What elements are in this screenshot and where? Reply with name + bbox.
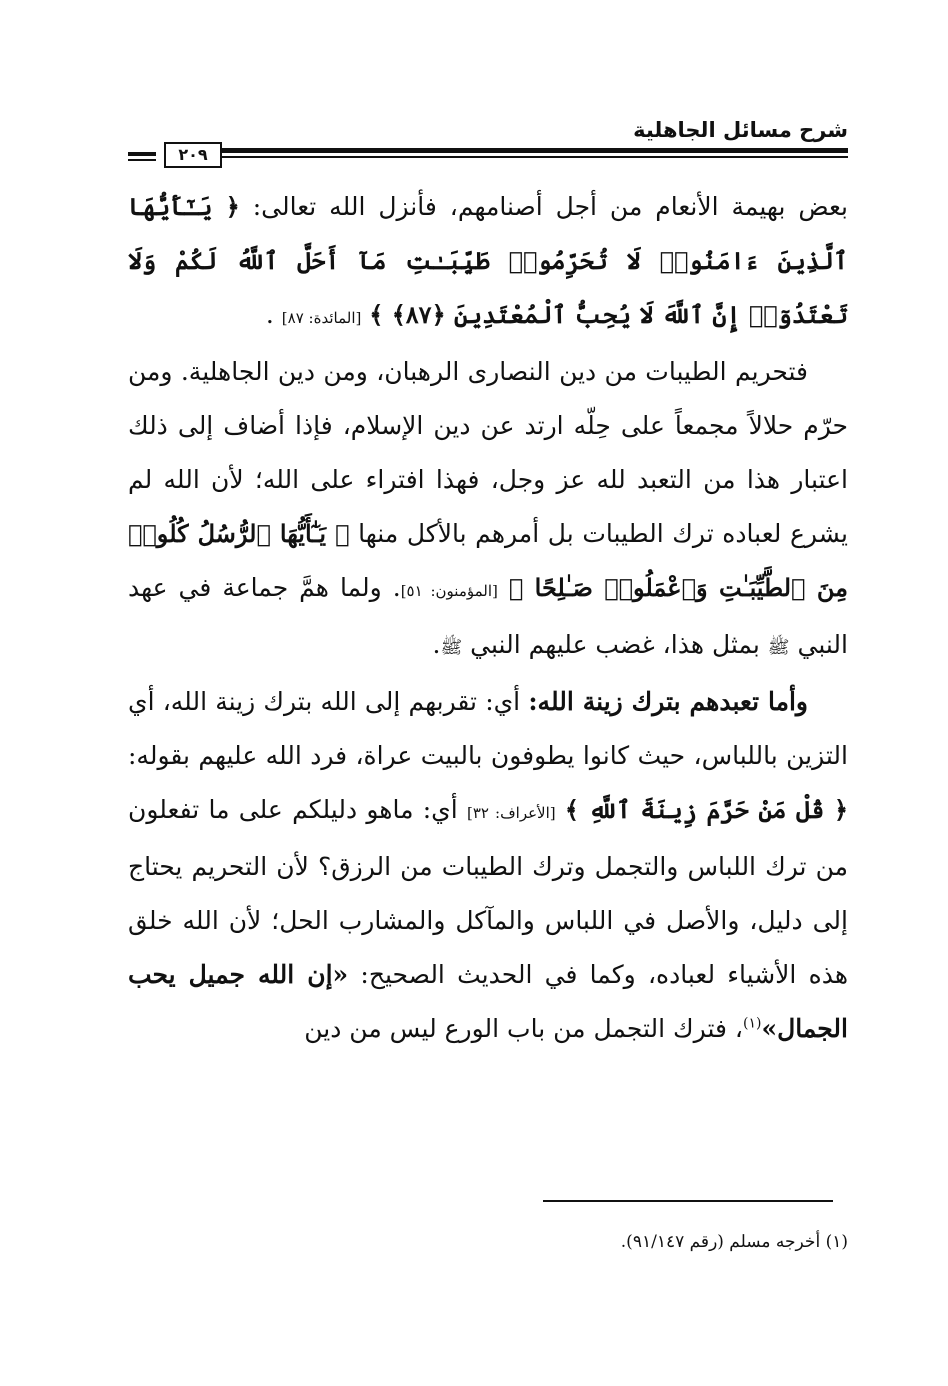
footnote xyxy=(621,1232,848,1252)
header-dash xyxy=(128,152,156,156)
verse-reference: [الأعراف: ٣٢] xyxy=(466,804,556,822)
verse-reference: [المؤمنون: ٥١] xyxy=(400,582,498,600)
main-text xyxy=(128,180,848,1056)
footnote-marker[interactable]: (١) xyxy=(742,1015,762,1032)
verse-reference: [المائدة: ٨٧] xyxy=(281,309,362,327)
honorific-symbol: ﷺ xyxy=(767,637,790,658)
header-dash-thin xyxy=(128,159,156,161)
paragraph-3 xyxy=(128,675,848,1056)
quran-verse: ﴿ يَـٰٓأَيُّهَا ٱلَّذِينَ ءَامَنُوا۟ لَا تُحَرِّمُوا۟ طَيِّبَـٰتِ مَآ أَحَلَّ ٱللَّهُ لَكُمْ وَلَا تَعْتَدُوٓا۟ إِنَّ ٱللَّهَ لَا يُحِبُّ ٱلْمُعْتَدِينَ ﴿٨٧﴾ ﴾ xyxy=(128,192,848,329)
paragraph-text: . ولما همَّ جماعة في عهد النبي xyxy=(128,573,848,659)
running-title: شرح مسائل الجاهلية xyxy=(633,118,848,142)
paragraph-1 xyxy=(128,180,848,345)
footnote-number: (١) xyxy=(825,1232,848,1252)
paragraph-text: بعض بهيمة الأنعام من أجل أصنامهم، فأنزل الله تعالى: xyxy=(252,192,848,221)
quran-verse: ﴿ يَـٰٓأَيُّهَا ٱلرُّسُلُ كُلُوا۟ مِنَ ٱلطَّيِّبَـٰتِ وَٱعْمَلُوا۟ صَـٰلِحًا ﴾ xyxy=(128,519,848,602)
paragraph-text: أي: ماهو دليلكم على ما تفعلون من ترك اللباس والتجمل وترك الطيبات من الرزق؟ لأن التحريم يحتاج إلى دليل، والأصل في اللباس والمآكل والمشارب الحل؛ لأن الله خلق هذه الأشياء لعباده، وكما في الحديث الصحيح: xyxy=(128,795,848,989)
paragraph-2 xyxy=(128,345,848,675)
hadith-quote: «إن الله جميل يحب الجمال» xyxy=(128,960,848,1043)
honorific-symbol: ﷺ xyxy=(440,637,463,658)
paragraph-text: بمثل هذا، غضب عليهم النبي xyxy=(470,630,760,659)
paragraph-text: ، فترك التجمل من باب الورع ليس من دين xyxy=(304,1014,743,1043)
section-heading-inline: وأما تعبدهم بترك زينة الله: xyxy=(528,687,808,716)
punctuation: . xyxy=(432,630,441,659)
header-rule xyxy=(220,148,848,158)
page-header xyxy=(128,112,848,172)
paragraph-text: أي: تقربهم إلى الله بترك زينة الله، أي التزين باللباس، حيث كانوا يطوفون بالبيت عراة، فرد الله عليهم بقوله: xyxy=(128,687,848,770)
punctuation: . xyxy=(265,300,274,329)
footnote-text: أخرجه مسلم (رقم ٩١/١٤٧). xyxy=(620,1232,821,1252)
page-number: ٢٠٩ xyxy=(164,142,222,168)
footnote-separator xyxy=(543,1200,833,1202)
paragraph-text: فتحريم الطيبات من دين النصارى الرهبان، ومن دين الجاهلية. ومن حرّم حلالاً مجمعاً على حِلّه ارتد عن دين الإسلام، فإذا أضاف إلى ذلك اعتبار هذا من التعبد لله عز وجل، فهذا افتراء على الله؛ لأن الله لم يشرع لعباده ترك الطيبات بل أمرهم بالأكل منها xyxy=(128,357,848,548)
quran-verse: ﴿ قُلْ مَنْ حَرَّمَ زِينَةَ ٱللَّهِ ﴾ xyxy=(564,795,849,824)
